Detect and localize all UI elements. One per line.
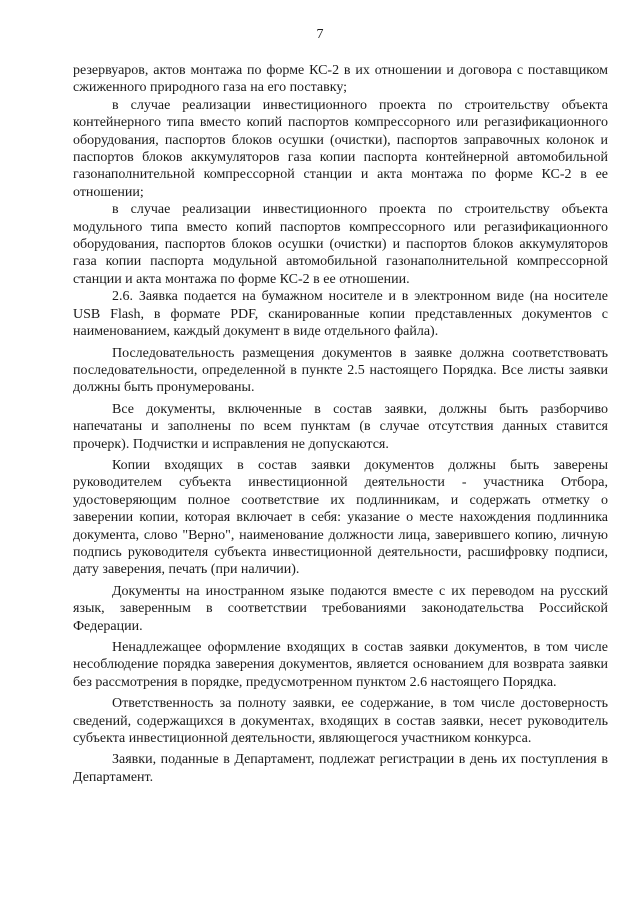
paragraph-container-type: в случае реализации инвестиционного проекта по строительству объекта контейнерного типа вместо копий паспортов компрессорного или регазификационного оборудования, паспортов блоков осушки (очистки), паспортов заправочных колонок и паспортов блоков аккумуляторов газа копии паспорта контейнерной автомобильной газонаполнительной компрессорной станции и акта монтажа по форме КС-2 в ее отношении; bbox=[73, 97, 608, 200]
paragraph-2-6: 2.6. Заявка подается на бумажном носителе и в электронном виде (на носителе USB Flash, в формате PDF, сканированные копии представленных документов с наименованием, каждый документ в виде отдельного файла). bbox=[73, 289, 608, 340]
page-number: 7 bbox=[316, 27, 324, 42]
paragraph-foreign-documents: Документы на иностранном языке подаются вместе с их переводом на русский язык, заверенным в соответствии требованиями законодательства Российской Федерации. bbox=[73, 583, 608, 634]
paragraph-improper-formatting: Ненадлежащее оформление входящих в состав заявки документов, в том числе несоблюдение порядка заверения документов, является основанием для возврата заявки без рассмотрения в порядке, предусмотренном пунктом 2.6 настоящего Порядка. bbox=[73, 640, 608, 690]
paragraph-responsibility: Ответственность за полноту заявки, ее содержание, в том числе достоверность сведений, содержащихся в документах, входящих в состав заявки, несет руководитель субъекта инвестиционной деятельности, являющегося участником конкурса. bbox=[73, 696, 608, 747]
paragraph-sequence: Последовательность размещения документов в заявке должна соответствовать последовательности, определенной в пункте 2.5 настоящего Порядка. Все листы заявки должны быть пронумерованы. bbox=[73, 345, 608, 396]
paragraph-legibility: Все документы, включенные в состав заявки, должны быть разборчиво напечатаны и заполнены по всем пунктам (в случае отсутствия данных ставится прочерк). Подчистки и исправления не допускаются. bbox=[73, 401, 608, 452]
paragraph-registration: Заявки, поданные в Департамент, подлежат регистрации в день их поступления в Департамент. bbox=[73, 752, 608, 785]
paragraph-continuation: резервуаров, актов монтажа по форме КС-2 в их отношении и договора с поставщиком сжиженного природного газа на его поставку; bbox=[73, 63, 608, 96]
paragraph-certified-copies: Копии входящих в состав заявки документов должны быть заверены руководителем субъекта инвестиционной деятельности - участника Отбора, удостоверяющим полное соответствие их подлинникам, и содержать отметку о заверении копии, которая включает в себя: указание о месте нахождения подлинника документа, слово "Верно", наименование должности лица, заверившего копию, личную подпись руководителя субъекта инвестиционной деятельности, расшифровку подписи, дату заверения, печать (при наличии). bbox=[73, 457, 608, 578]
document-body bbox=[73, 62, 608, 786]
paragraph-modular-type: в случае реализации инвестиционного проекта по строительству объекта модульного типа вместо копий паспортов компрессорного или регазификационного оборудования, паспортов блоков осушки (очистки) и паспортов блоков аккумуляторов газа копии паспорта модульной автомобильной газонаполнительной компрессорной станции и акта монтажа по форме КС-2 в ее отношении. bbox=[73, 202, 608, 287]
